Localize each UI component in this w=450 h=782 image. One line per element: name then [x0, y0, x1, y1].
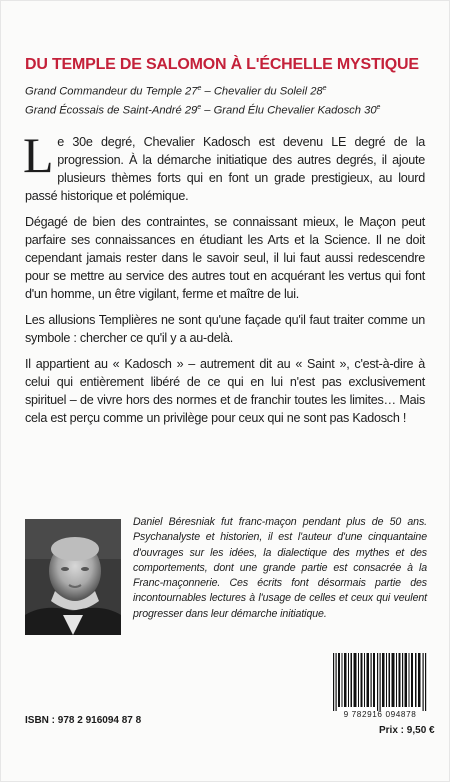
ordinal-suffix: e: [322, 85, 327, 92]
paragraph-1-text: e 30e degré, Chevalier Kadosch est devenu LE degré de la progression. À la démarche initiatique des autres degrés, il ajoute plusieurs thèmes forts qui en font un grade prestigieux, au lourd passé historique et polémique.: [25, 135, 425, 203]
isbn-label: ISBN : 978 2 916094 87 8: [25, 715, 142, 726]
blurb-text: [23, 127, 425, 435]
subtitle-line-2: [25, 100, 435, 119]
subtitle-degree-29: Grand Écossais de Saint-André 29: [25, 104, 198, 117]
paragraph-4: Il appartient au « Kadosch » – autrement dit au « Saint », c'est-à-dire à celui qui entièrement libéré de ce qui en lui n'est pas exclusivement spirituel – de vivre hors des normes et de franchir toutes les limites… Mais cela est perçu comme un privilège pour ceux qui ne sont pas Kadosch !: [25, 357, 425, 425]
drop-cap: L: [23, 127, 54, 183]
cover-title: DU TEMPLE DE SALOMON À L'ÉCHELLE MYSTIQUE: [25, 56, 419, 73]
price-label: Prix : 9,50 €: [379, 725, 435, 736]
author-biography: Daniel Béresniak fut franc-maçon pendant plus de 50 ans. Psychanalyste et historien, il est l'auteur d'une cinquantaine d'ouvrages sur les idées, la dialectique des mythes et des comportements, dont une grande partie est consacrée à la Franc-maçonnerie. Ces écrits font désormais partie des incontournables lectures à l'usage de celles et ceux qui veulent progresser dans leur démarche initiatique.: [133, 516, 427, 620]
ordinal-suffix: e: [197, 85, 202, 92]
ordinal-suffix: e: [197, 103, 202, 111]
author-photo: [25, 519, 121, 635]
subtitle-degree-27: Grand Commandeur du Temple 27: [25, 85, 198, 98]
subtitle-degree-28: – Chevalier du Soleil 28: [201, 85, 323, 98]
barcode-number: 9 782916 094878: [343, 710, 417, 719]
ordinal-suffix: e: [376, 103, 381, 111]
barcode: [331, 653, 429, 711]
subtitle-line-1: [25, 81, 435, 100]
paragraph-2: Dégagé de bien des contraintes, se connaissant mieux, le Maçon peut parfaire ses connaissances en étudiant les Arts et la Science. Il ne doit cependant jamais rester dans le savoir seul, il lui faut aussi redescendre pour se mettre au service des autres tout en acquérant les vertus qui font d'un homme, un être vigilant, ferme et maître de lui.: [25, 215, 425, 301]
paragraph-1: [23, 127, 425, 205]
paragraph-3: Les allusions Templières ne sont qu'une façade qu'il faut traiter comme un symbole : chercher ce qu'il y a au-delà.: [25, 313, 425, 345]
subtitle-degree-30: – Grand Élu Chevalier Kadosch 30: [201, 104, 377, 117]
degree-subtitle: [25, 81, 435, 118]
